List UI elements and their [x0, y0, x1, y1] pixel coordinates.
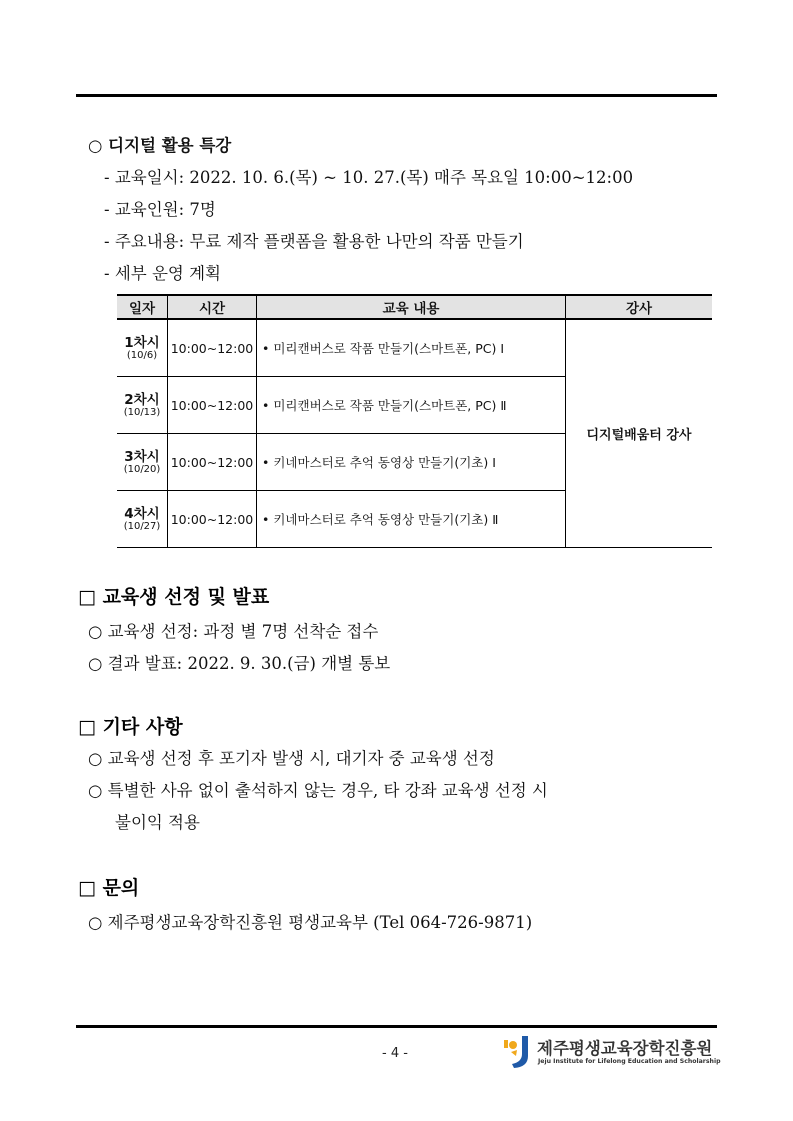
time-cell: 10:00~12:00 — [168, 434, 257, 491]
time-cell: 10:00~12:00 — [168, 377, 257, 434]
lecture-capacity-line: - 교육인원: 7명 — [104, 200, 216, 219]
header-session: 일자 — [117, 295, 168, 319]
content-cell: • 키네마스터로 추억 동영상 만들기(기초) Ⅰ — [257, 434, 566, 491]
time-cell: 10:00~12:00 — [168, 491, 257, 548]
inquiry-line: ○ 제주평생교육장학진흥원 평생교육부 (Tel 064-726-9871) — [88, 913, 533, 932]
session-cell — [117, 434, 168, 491]
session-number: 2차시 — [124, 391, 160, 408]
bottom-rule — [76, 1025, 717, 1028]
lecture-content-line: - 주요내용: 무료 제작 플랫폼을 활용한 나만의 작품 만들기 — [104, 232, 524, 251]
lecture-plan-line: - 세부 운영 계획 — [104, 264, 221, 283]
session-date: (10/27) — [123, 520, 161, 532]
other-section-title: □ 기타 사항 — [78, 716, 183, 738]
header-content: 교육 내용 — [257, 295, 566, 319]
special-lecture-heading: ○ 디지털 활용 특강 — [88, 136, 232, 155]
content-cell: • 키네마스터로 추억 동영상 만들기(기초) Ⅱ — [257, 491, 566, 548]
page-number: - 4 - — [382, 1046, 408, 1061]
session-number: 1차시 — [124, 334, 160, 351]
content-cell: • 미리캔버스로 작품 만들기(스마트폰, PC) Ⅰ — [257, 319, 566, 377]
inquiry-section-title: □ 문의 — [78, 877, 140, 899]
instructor-cell: 디지털배움터 강사 — [566, 319, 713, 548]
session-cell — [117, 377, 168, 434]
selection-section-title: □ 교육생 선정 및 발표 — [78, 586, 270, 608]
session-date: (10/6) — [126, 349, 158, 361]
time-cell: 10:00~12:00 — [168, 319, 257, 377]
header-instructor: 강사 — [566, 295, 713, 319]
other-line-2-cont: 불이익 적용 — [115, 813, 200, 832]
logo-subtitle: Jeju Institute for Lifelong Education and Scholarship — [538, 1058, 721, 1065]
logo-name: 제주평생교육장학진흥원 — [537, 1039, 713, 1058]
lecture-date-line: - 교육일시: 2022. 10. 6.(목) ~ 10. 27.(목) 매주 목요일 10:00~12:00 — [104, 168, 634, 187]
table-row — [117, 319, 712, 377]
header-time: 시간 — [168, 295, 257, 319]
selection-line: ○ 교육생 선정: 과정 별 7명 선착순 접수 — [88, 622, 379, 641]
session-date: (10/20) — [123, 463, 161, 475]
session-cell — [117, 319, 168, 377]
session-cell — [117, 491, 168, 548]
other-line-1: ○ 교육생 선정 후 포기자 발생 시, 대기자 중 교육생 선정 — [88, 749, 495, 768]
schedule-header-row — [117, 295, 712, 319]
session-date: (10/13) — [123, 406, 161, 418]
announcement-line: ○ 결과 발표: 2022. 9. 30.(금) 개별 통보 — [88, 654, 391, 673]
logo-mark-icon — [502, 1034, 534, 1070]
session-number: 3차시 — [124, 448, 160, 465]
other-line-2: ○ 특별한 사유 없이 출석하지 않는 경우, 타 강좌 교육생 선정 시 — [88, 781, 548, 800]
top-rule — [76, 94, 717, 97]
content-cell: • 미리캔버스로 작품 만들기(스마트폰, PC) Ⅱ — [257, 377, 566, 434]
schedule-table — [117, 294, 712, 548]
session-number: 4차시 — [124, 505, 160, 522]
institute-logo — [502, 1032, 721, 1072]
